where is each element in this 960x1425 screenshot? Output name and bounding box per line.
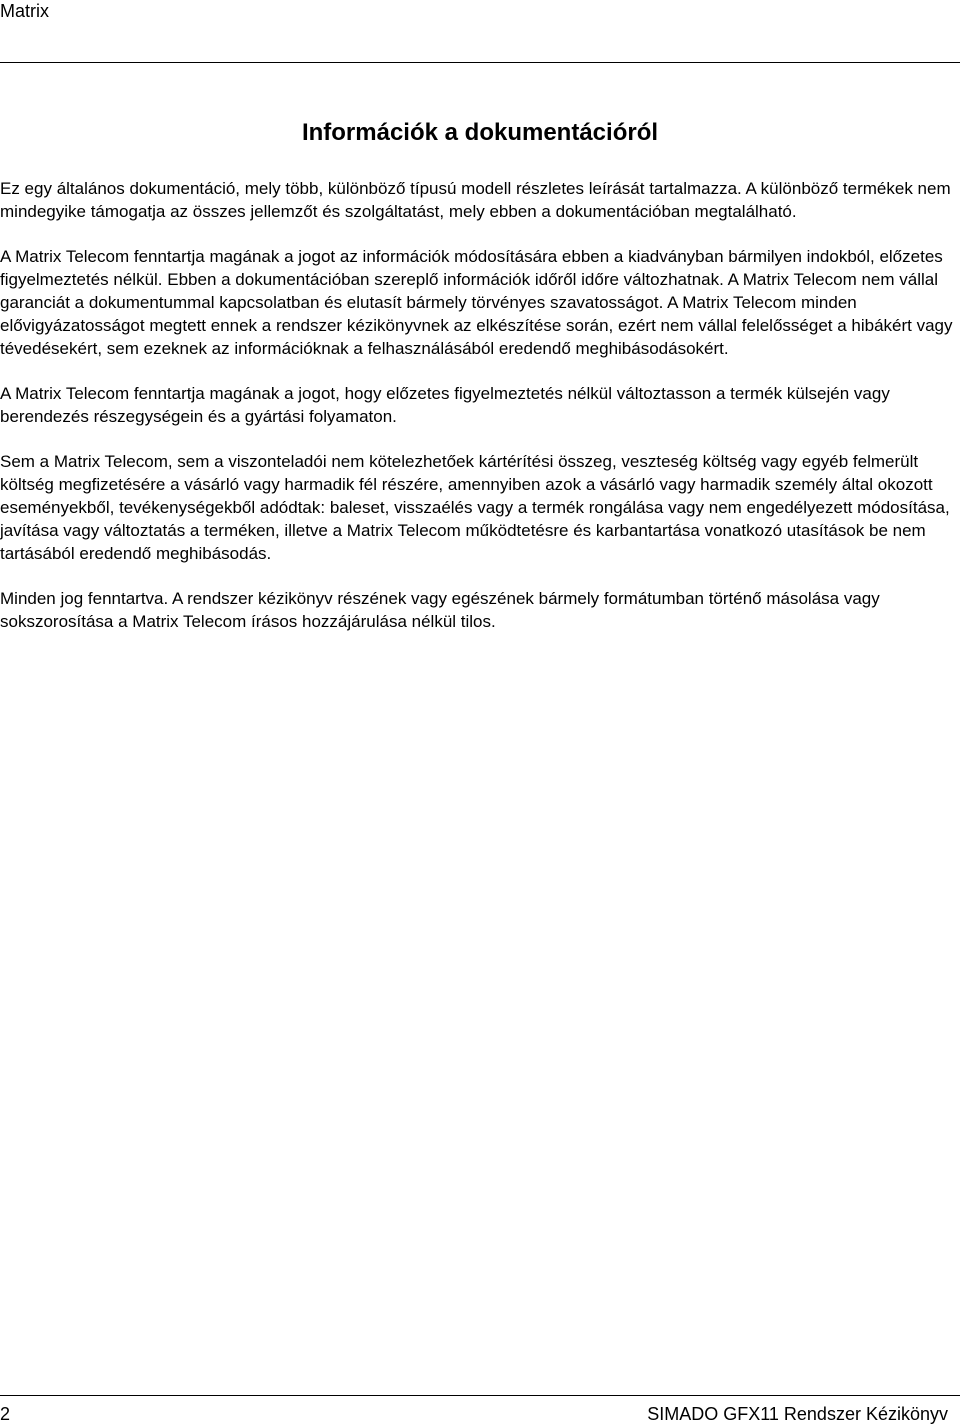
paragraph-rights-to-modify: A Matrix Telecom fenntartja magának a jogot az információk módosítására ebben a kiadványban bármilyen indokból, előzetes figyelmeztetés nélkül. Ebben a dokumentációban szereplő információk időről időre változhatnak. A Matrix Telecom nem vállal garanciát a dokumentummal kapcsolatban és elutasít bármely törvényes szavatosságot. A Matrix Telecom minden elővigyázatosságot megtett ennek a rendszer kézikönyvnek az elkészítése során, ezért nem vállal felelősséget a hibákért vagy tévedésekért, sem ezeknek az információknak a felhasználásából eredendő meghibásodásokért. [0, 247, 953, 358]
paragraph-product-changes: A Matrix Telecom fenntartja magának a jogot, hogy előzetes figyelmeztetés nélkül változtasson a termék külsején vagy berendezés részegységein és a gyártási folyamaton. [0, 384, 890, 426]
paragraph-copyright: Minden jog fenntartva. A rendszer kézikönyv részének vagy egészének bármely formátumban történő másolása vagy sokszorosítása a Matrix Telecom írásos hozzájárulása nélkül tilos. [0, 589, 880, 631]
paragraph-liability: Sem a Matrix Telecom, sem a viszonteladói nem kötelezhetőek kártérítési összeg, veszteség költség vagy egyéb felmerült költség megfizetésére a vásárló vagy harmadik fél részére, amennyiben azok a vásárló vagy harmadik személy által okozott eseményekből, tevékenységekből adódtak: baleset, visszaélés vagy a termék rongálása vagy nem engedélyezett módosítása, javítása vagy változtatás a terméken, illetve a Matrix Telecom működtetésre és karbantartása vonatkozó utasítások be nem tartásából eredendő meghibásodás. [0, 452, 950, 563]
footer-divider [0, 1395, 960, 1396]
page-title: Információk a dokumentációról [301, 119, 659, 146]
document-name: SIMADO GFX11 Rendszer Kézikönyv [647, 1404, 948, 1424]
paragraph-intro: Ez egy általános dokumentáció, mely több, különböző típusú modell részletes leírását tartalmazza. A különböző termékek nem mindegyike támogatja az összes jellemzőt és szolgáltatást, mely ebben a dokumentációban megtalálható. [0, 179, 951, 221]
document-body [0, 177, 958, 655]
header-divider [0, 62, 960, 63]
header-title: Matrix [0, 1, 49, 21]
page-number: 2 [0, 1404, 11, 1424]
